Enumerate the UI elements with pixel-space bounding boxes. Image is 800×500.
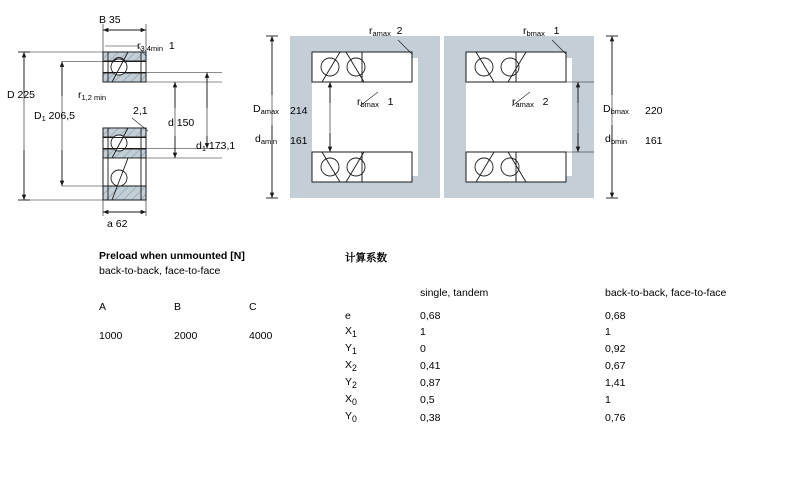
factor-name-e: e bbox=[345, 310, 351, 322]
factor-e-col1: 0,68 bbox=[420, 310, 441, 322]
factor-X2-col2: 0,67 bbox=[605, 360, 626, 373]
label-dbmin-value: 161 bbox=[645, 135, 663, 147]
label-Dbmax: $D_{bmax}$ bbox=[603, 103, 629, 116]
preload-values-table bbox=[99, 301, 324, 345]
label-damin: $d_{amin}$ bbox=[255, 133, 278, 146]
table-row bbox=[345, 393, 726, 410]
factor-Y1-col1: 0 bbox=[420, 343, 426, 356]
preload-title: Preload when unmounted [N] bbox=[99, 250, 245, 262]
table-row bbox=[99, 330, 324, 345]
factor-X1-col2: 1 bbox=[605, 326, 611, 339]
label-ramax-mid: $r_{amax}$ 2 bbox=[512, 96, 549, 109]
factors-col1-header: single, tandem bbox=[420, 287, 489, 299]
preload-col-A: A bbox=[99, 301, 107, 313]
label-D: D 225 bbox=[7, 89, 36, 101]
factor-e-col2: 0,68 bbox=[605, 310, 626, 322]
label-B: B 35 bbox=[99, 14, 121, 26]
label-r34min: $r_{3,4min}$ 1 bbox=[137, 40, 175, 53]
factor-Y2-col2: 1,41 bbox=[605, 377, 626, 390]
preload-col-B: B bbox=[174, 301, 182, 313]
table-row bbox=[345, 342, 726, 359]
label-rbmax-mid: $r_{bmax}$ 1 bbox=[357, 96, 394, 109]
label-Dbmax-value: 220 bbox=[645, 105, 663, 117]
factor-name-Y1: $Y_1$ bbox=[345, 342, 357, 357]
preload-val-C: 4000 bbox=[249, 330, 273, 342]
factors-title: 计算系数 bbox=[345, 252, 387, 264]
preload-table bbox=[99, 250, 324, 345]
label-d1: $d_1$ 173,1 bbox=[196, 140, 236, 153]
label-r12-value: 2,1 bbox=[133, 105, 148, 117]
factor-X0-col2: 1 bbox=[605, 394, 611, 407]
table-row bbox=[345, 310, 726, 325]
factors-col2-header: back-to-back, face-to-face bbox=[605, 287, 727, 299]
factor-X0-col1: 0,5 bbox=[420, 394, 435, 407]
factor-name-X0: $X_0$ bbox=[345, 393, 357, 408]
preload-val-B: 2000 bbox=[174, 330, 198, 342]
table-row-spacer bbox=[99, 316, 324, 330]
factor-name-Y2: $Y_2$ bbox=[345, 376, 357, 391]
preload-subtitle: back-to-back, face-to-face bbox=[99, 265, 221, 277]
label-D1: $D_1$ 206,5 bbox=[34, 110, 75, 123]
table-row bbox=[99, 301, 324, 316]
label-r12min: $r_{1,2 min}$ bbox=[78, 89, 107, 102]
label-d: d 150 bbox=[168, 117, 195, 129]
factor-Y0-col1: 0,38 bbox=[420, 411, 441, 424]
factors-table bbox=[345, 250, 726, 428]
label-dbmin: $d_{bmin}$ bbox=[605, 133, 628, 146]
table-header-row bbox=[345, 287, 726, 302]
factor-X2-col1: 0,41 bbox=[420, 360, 441, 373]
preload-col-C: C bbox=[249, 301, 257, 313]
factor-name-X2: $X_2$ bbox=[345, 359, 357, 374]
label-rbmax-top: $r_{bmax}$ 1 bbox=[523, 25, 560, 38]
table-row bbox=[345, 410, 726, 427]
table-row bbox=[345, 376, 726, 393]
factor-X1-col1: 1 bbox=[420, 326, 426, 339]
label-damin-value: 161 bbox=[290, 135, 308, 147]
factor-Y1-col2: 0,92 bbox=[605, 343, 626, 356]
factor-Y0-col2: 0,76 bbox=[605, 411, 626, 424]
factors-values-table bbox=[345, 287, 726, 428]
label-Dmax-value: 214 bbox=[290, 105, 308, 117]
table-row bbox=[345, 325, 726, 342]
factor-Y2-col1: 0,87 bbox=[420, 377, 441, 390]
factor-name-Y0: $Y_0$ bbox=[345, 410, 357, 425]
table-row bbox=[345, 359, 726, 376]
label-a: a 62 bbox=[107, 218, 128, 230]
preload-val-A: 1000 bbox=[99, 330, 123, 342]
factor-name-X1: $X_1$ bbox=[345, 325, 357, 340]
middle-section-view bbox=[266, 36, 618, 198]
label-Dmax: $D_{amax}$ bbox=[253, 103, 279, 116]
label-ramax-top: $r_{amax}$ 2 bbox=[369, 25, 403, 38]
